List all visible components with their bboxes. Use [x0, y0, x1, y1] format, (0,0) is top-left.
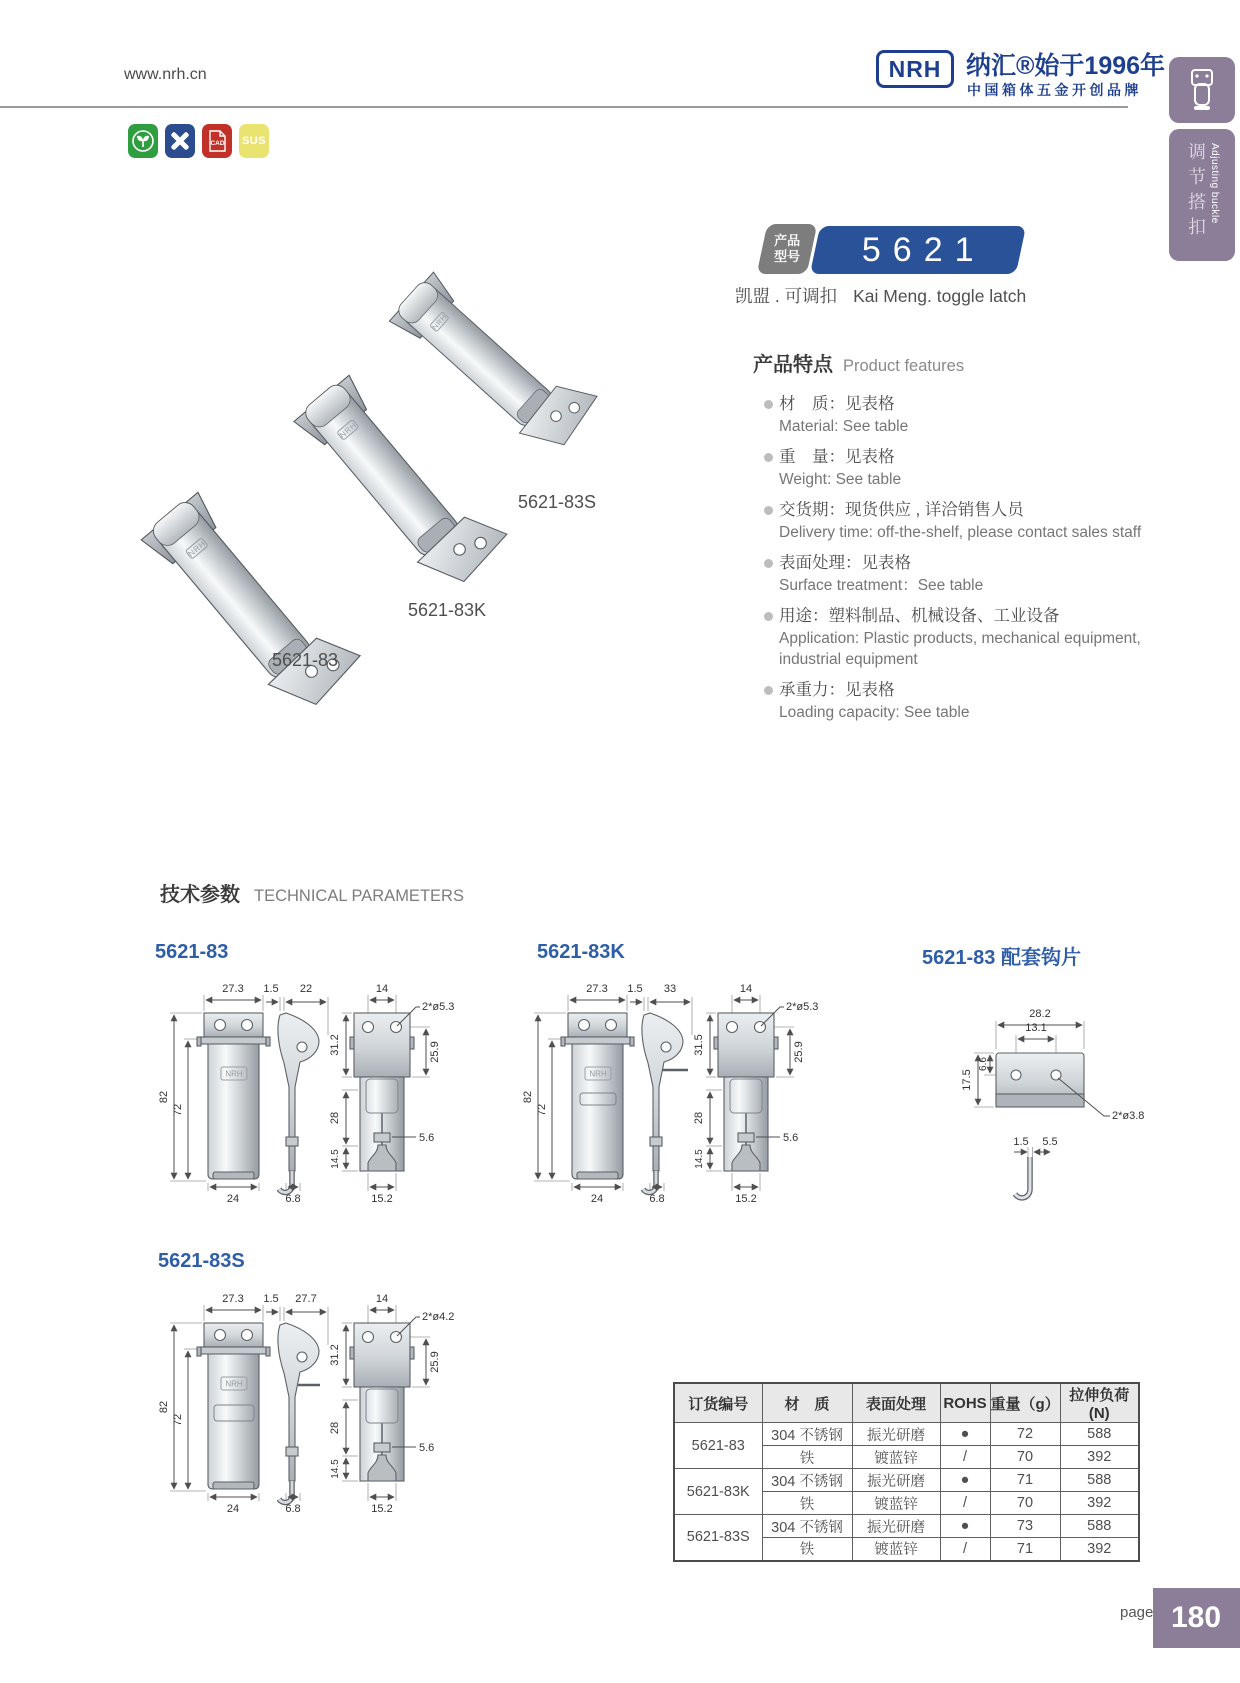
cell-material: 304 不锈钢 [762, 1423, 852, 1446]
cell-material: 铁 [762, 1492, 852, 1515]
feature-zh: 用途：塑料制品、机械设备、工业设备 [779, 607, 1060, 625]
col-surface: 表面处理 [852, 1383, 940, 1423]
dim-label: 5.5 [1042, 1136, 1058, 1148]
dim-label: 2*ø4.2 [422, 1311, 455, 1323]
features-title-zh: 产品特点 [753, 354, 833, 376]
dim-label: 14 [739, 983, 753, 995]
dim-label: 27.3 [586, 983, 608, 995]
sidebar-section-tab [1169, 129, 1235, 261]
tech-title-en: TECHNICAL PARAMETERS [254, 887, 464, 905]
dim-label: 14.5 [694, 1149, 705, 1169]
feature-item [753, 679, 1153, 723]
cell-weight: 71 [990, 1469, 1060, 1492]
front-view [197, 1323, 270, 1489]
tech-title-zh: 技术参数 [160, 884, 240, 906]
cell-rohs: ● [940, 1515, 990, 1538]
feature-zh: 表面处理：见表格 [779, 554, 911, 572]
eco-icon [128, 124, 158, 158]
dim-label: 2*ø5.3 [786, 1001, 819, 1013]
dim-label: 1.5 [1013, 1136, 1029, 1148]
latch-photo-5621-83s [387, 258, 603, 464]
feature-item [753, 446, 1153, 490]
side-view [278, 1323, 320, 1502]
cell-rohs: / [940, 1492, 990, 1515]
photo-label-5621-83: 5621-83 [272, 650, 339, 670]
cell-material: 304 不锈钢 [762, 1469, 852, 1492]
nrh-logo-text: NRH [888, 55, 942, 82]
cell-load: 588 [1060, 1423, 1139, 1446]
hook-side-view [1015, 1157, 1030, 1198]
badge-line1: 产品 [773, 233, 800, 249]
dim-label: 82 [158, 1090, 170, 1104]
sus-icon [239, 124, 269, 158]
dim-label: 82 [158, 1400, 170, 1414]
feature-zh: 材 质：见表格 [779, 395, 895, 413]
page-number-badge [1153, 1588, 1240, 1648]
dim-label: 24 [226, 1193, 240, 1205]
stamp-text: NRH [589, 1069, 607, 1079]
feature-en: Surface treatment：See table [779, 577, 984, 594]
dim-label: 14 [375, 1293, 389, 1305]
features-title-en: Product features [843, 357, 965, 375]
feature-en: Material: See table [779, 418, 909, 435]
feature-item [753, 605, 1153, 670]
page-number: 180 [1171, 1601, 1222, 1634]
back-view [714, 1013, 778, 1171]
plate-view [996, 1053, 1084, 1107]
product-photo [60, 180, 720, 725]
table-row [674, 1515, 1139, 1538]
bullet-icon [764, 506, 773, 515]
dim-label: 14 [375, 983, 389, 995]
subtitle-zh: 凯盟 . 可调扣 [735, 286, 838, 306]
dim-label: 25.9 [429, 1041, 441, 1063]
table-row [674, 1469, 1139, 1492]
dim-label: 15.2 [735, 1193, 757, 1205]
feature-zh: 承重力：见表格 [779, 681, 895, 699]
tools-icon [165, 124, 195, 158]
dim-label: 6.6 [978, 1057, 989, 1071]
tech-parameters-heading [160, 878, 464, 907]
feature-zh: 交货期：现货供应 , 详洽销售人员 [779, 501, 1024, 519]
cell-surface: 镀蓝锌 [852, 1492, 940, 1515]
cell-weight: 70 [990, 1446, 1060, 1469]
latch-photo-5621-83 [139, 478, 365, 723]
dim-label: 5.6 [419, 1442, 435, 1454]
dim-label: 2*ø3.8 [1112, 1110, 1145, 1122]
dim-label: 2*ø5.3 [422, 1001, 455, 1013]
cell-model: 5621-83K [674, 1469, 762, 1515]
dim-label: 25.9 [793, 1041, 805, 1063]
col-weight: 重量（g） [990, 1383, 1060, 1423]
dim-label: 6.8 [285, 1503, 301, 1515]
cad-label: CAD [210, 140, 225, 147]
latch-icon [1184, 65, 1220, 115]
table-header-row [674, 1383, 1139, 1423]
feature-en: Loading capacity: See table [779, 704, 970, 721]
model-badge-label [757, 224, 818, 274]
front-view [561, 1013, 634, 1179]
cert-icons [128, 124, 269, 158]
dim-label: 15.2 [371, 1503, 393, 1515]
cell-rohs: ● [940, 1423, 990, 1446]
cell-rohs: ● [940, 1469, 990, 1492]
cell-surface: 振光研磨 [852, 1515, 940, 1538]
cell-material: 铁 [762, 1446, 852, 1469]
brand-subtitle: 中国箱体五金开创品牌 [967, 82, 1142, 98]
dim-label: 24 [226, 1503, 240, 1515]
cell-weight: 73 [990, 1515, 1060, 1538]
header-divider [0, 106, 1128, 108]
cell-surface: 振光研磨 [852, 1469, 940, 1492]
dim-label: 24 [590, 1193, 604, 1205]
drawing-5621-83k [512, 975, 842, 1245]
stamp-text: NRH [225, 1379, 243, 1389]
dim-label: 17.5 [961, 1069, 973, 1091]
cell-weight: 72 [990, 1423, 1060, 1446]
dim-label: 25.9 [429, 1351, 441, 1373]
badge-line2: 型号 [773, 249, 800, 264]
dim-label: 31.2 [329, 1034, 341, 1056]
dim-label: 72 [536, 1103, 548, 1117]
model-number: 5621 [862, 230, 986, 269]
section-name-en: Adjusting buckle [1209, 143, 1220, 224]
cell-surface: 振光研磨 [852, 1423, 940, 1446]
dim-label: 13.1 [1025, 1022, 1047, 1034]
back-view [350, 1013, 414, 1171]
cell-material: 铁 [762, 1538, 852, 1561]
feature-zh: 重 量：见表格 [779, 448, 895, 466]
feature-en: Application: Plastic products, mechanical equipment, industrial equipment [779, 630, 1141, 668]
col-material: 材 质 [762, 1383, 852, 1423]
dim-label: 5.6 [419, 1132, 435, 1144]
dim-label: 28.2 [1029, 1008, 1051, 1020]
dim-label: 6.8 [285, 1193, 301, 1205]
col-order-no: 订货编号 [674, 1383, 762, 1423]
feature-item [753, 499, 1153, 543]
cell-load: 392 [1060, 1492, 1139, 1515]
dim-label: 27.7 [295, 1293, 317, 1305]
dim-label: 27.3 [222, 1293, 244, 1305]
drawing-label-hook: 5621-83 配套钩片 [922, 947, 1081, 969]
cell-surface: 镀蓝锌 [852, 1538, 940, 1561]
drawing-label-5621-83: 5621-83 [155, 941, 229, 963]
dim-label: 33 [663, 983, 677, 995]
drawing-5621-83s [148, 1285, 478, 1555]
page-label: page [1120, 1604, 1154, 1621]
dim-label: 1.5 [263, 983, 279, 995]
feature-item [753, 393, 1153, 437]
sidebar-category-tab [1169, 57, 1235, 123]
cell-rohs: / [940, 1538, 990, 1561]
col-load: 拉伸负荷 (N) [1060, 1383, 1139, 1423]
latch-photo-5621-83k [292, 361, 512, 599]
dim-label: 14.5 [330, 1149, 341, 1169]
front-view [197, 1013, 270, 1179]
cad-icon [202, 124, 232, 158]
side-view [642, 1013, 688, 1192]
dim-label: 22 [299, 983, 313, 995]
dim-label: 6.8 [649, 1193, 665, 1205]
cell-weight: 70 [990, 1492, 1060, 1515]
col-rohs: ROHS [940, 1383, 990, 1423]
site-url: www.nrh.cn [124, 66, 207, 83]
bullet-icon [764, 400, 773, 409]
drawing-5621-83 [148, 975, 478, 1245]
cell-weight: 71 [990, 1538, 1060, 1561]
bullet-icon [764, 686, 773, 695]
dim-label: 28 [693, 1111, 705, 1125]
feature-en: Weight: See table [779, 471, 902, 488]
model-badge-number [810, 226, 1026, 274]
subtitle-en: Kai Meng. toggle latch [853, 286, 1027, 306]
product-subtitle [735, 283, 1026, 308]
cell-load: 392 [1060, 1538, 1139, 1561]
drawing-label-5621-83k: 5621-83K [537, 941, 625, 963]
feature-item [753, 552, 1153, 596]
spec-table [673, 1382, 1140, 1562]
cell-model: 5621-83S [674, 1515, 762, 1561]
cell-load: 392 [1060, 1446, 1139, 1469]
dim-label: 15.2 [371, 1193, 393, 1205]
cell-surface: 镀蓝锌 [852, 1446, 940, 1469]
drawing-hook-plate [878, 975, 1208, 1245]
table-row [674, 1423, 1139, 1446]
stamp-text: NRH [225, 1069, 243, 1079]
back-view [350, 1323, 414, 1481]
dim-label: 72 [172, 1103, 184, 1117]
dim-label: 28 [329, 1421, 341, 1435]
dim-label: 5.6 [783, 1132, 799, 1144]
dim-label: 72 [172, 1413, 184, 1427]
bullet-icon [764, 559, 773, 568]
cell-load: 588 [1060, 1515, 1139, 1538]
dim-label: 1.5 [627, 983, 643, 995]
feature-en: Delivery time: off-the-shelf, please contact sales staff [779, 524, 1142, 541]
cell-load: 588 [1060, 1469, 1139, 1492]
photo-label-5621-83k: 5621-83K [408, 600, 487, 620]
dim-label: 27.3 [222, 983, 244, 995]
sus-label: SUS [241, 135, 267, 147]
cell-material: 304 不锈钢 [762, 1515, 852, 1538]
bullet-icon [764, 453, 773, 462]
dim-label: 1.5 [263, 1293, 279, 1305]
drawing-label-5621-83s: 5621-83S [158, 1250, 245, 1272]
brand-title: 纳汇®始于1996年 [966, 52, 1166, 80]
dim-label: 14.5 [330, 1459, 341, 1479]
nrh-logo [876, 50, 954, 88]
side-view [278, 1013, 319, 1192]
bullet-icon [764, 612, 773, 621]
dim-label: 82 [522, 1090, 534, 1104]
dim-label: 31.2 [329, 1344, 341, 1366]
cell-rohs: / [940, 1446, 990, 1469]
photo-label-5621-83s: 5621-83S [518, 492, 597, 512]
product-features [753, 348, 1153, 732]
dim-label: 31.5 [693, 1034, 705, 1056]
section-name-zh: 调节搭扣 [1186, 142, 1206, 242]
dim-label: 28 [329, 1111, 341, 1125]
cell-model: 5621-83 [674, 1423, 762, 1469]
